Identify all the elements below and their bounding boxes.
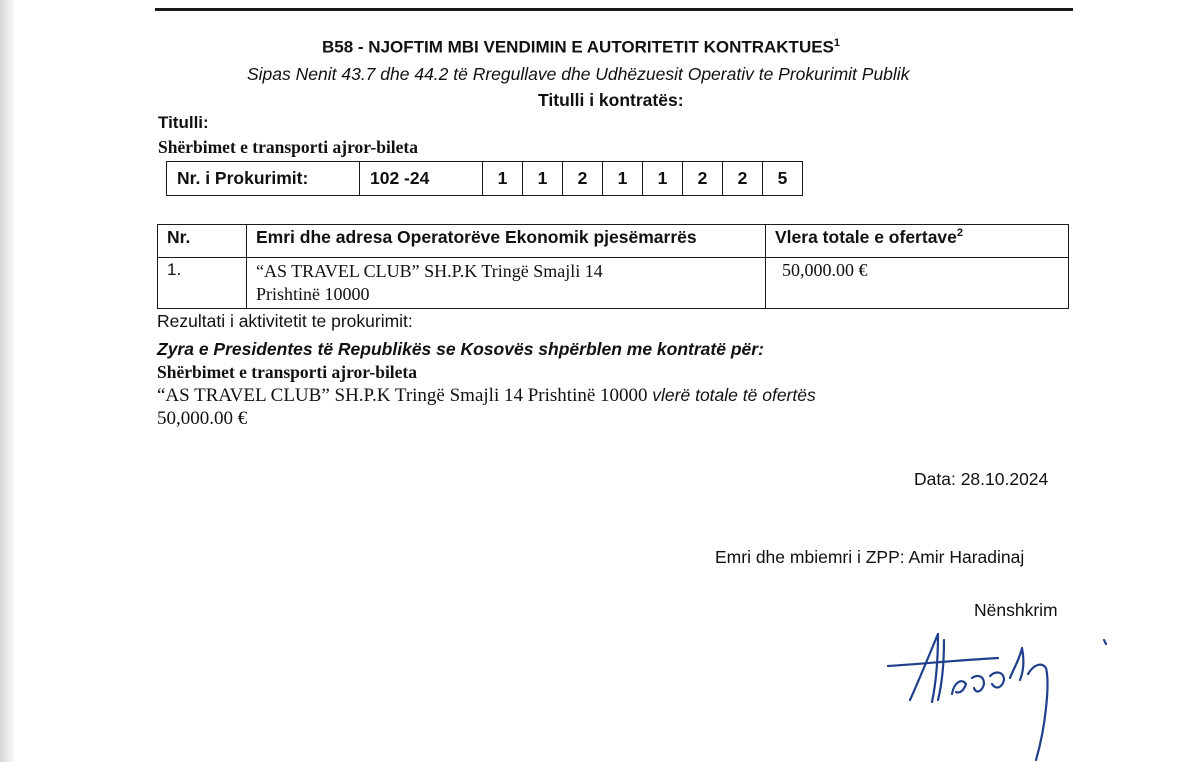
document-title: B58 - NJOFTIM MBI VENDIMIN E AUTORITETIT KONTRAKTUES$^1$ bbox=[322, 37, 841, 57]
procurement-number-table bbox=[166, 161, 803, 196]
procurement-number: 102 -24 bbox=[360, 162, 483, 196]
title-footnote: 1 bbox=[833, 37, 841, 49]
document-subtitle: Sipas Nenit 43.7 dhe 44.2 të Rregullave dhe Udhëzuesit Operativ te Prokurimit Publik bbox=[247, 64, 910, 84]
handwritten-signature bbox=[880, 628, 1120, 762]
page-edge-shadow bbox=[0, 0, 14, 762]
header-operator: Emri dhe adresa Operatorëve Ekonomik pjesëmarrës bbox=[247, 225, 766, 258]
signature-label: Nënshkrim bbox=[974, 600, 1058, 620]
operators-table bbox=[157, 224, 1069, 309]
procurement-digit: 2 bbox=[683, 162, 723, 196]
operator-line: Prishtinë 10000 bbox=[256, 284, 370, 304]
procurement-label: Nr. i Prokurimit: bbox=[167, 162, 360, 196]
table-header-row bbox=[158, 225, 1069, 258]
document-date: Data: 28.10.2024 bbox=[914, 469, 1049, 489]
procurement-digit: 1 bbox=[603, 162, 643, 196]
header-nr: Nr. bbox=[158, 225, 247, 258]
service-title: Shërbimet e transporti ajror-bileta bbox=[158, 137, 419, 157]
contract-title-heading: Titulli i kontratës: bbox=[538, 90, 684, 110]
procurement-digit: 1 bbox=[523, 162, 563, 196]
operator-line: “AS TRAVEL CLUB” SH.P.K Tringë Smajli 14 bbox=[256, 261, 603, 281]
zpp-name: Emri dhe mbiemri i ZPP: Amir Haradinaj bbox=[715, 547, 1025, 567]
procurement-digit: 5 bbox=[763, 162, 803, 196]
procurement-digit: 2 bbox=[723, 162, 763, 196]
header-value: Vlera totale e ofertave$^2$ bbox=[766, 225, 1069, 258]
titulli-label: Titulli: bbox=[158, 113, 209, 132]
award-winner: “AS TRAVEL CLUB” SH.P.K Tringë Smajli 14 Prishtinë 10000 bbox=[157, 385, 648, 406]
procurement-digit: 1 bbox=[483, 162, 523, 196]
value-footnote: 2 bbox=[956, 227, 964, 240]
award-statement: Zyra e Presidentes të Republikës se Kosovës shpërblen me kontratë për: bbox=[157, 339, 764, 359]
result-label: Rezultati i aktivitetit te prokurimit: bbox=[157, 311, 413, 331]
award-value-phrase: vlerë totale të ofertës bbox=[652, 385, 816, 405]
row-value: 50,000.00 € bbox=[766, 258, 1069, 309]
award-service: Shërbimet e transporti ajror-bileta bbox=[157, 362, 418, 382]
procurement-digit: 1 bbox=[643, 162, 683, 196]
award-value: 50,000.00 € bbox=[157, 408, 248, 429]
top-rule bbox=[155, 8, 1073, 11]
table-row bbox=[158, 258, 1069, 309]
row-operator bbox=[247, 258, 766, 309]
award-winner-line bbox=[157, 385, 816, 407]
row-nr: 1. bbox=[158, 258, 247, 309]
procurement-digit: 2 bbox=[563, 162, 603, 196]
